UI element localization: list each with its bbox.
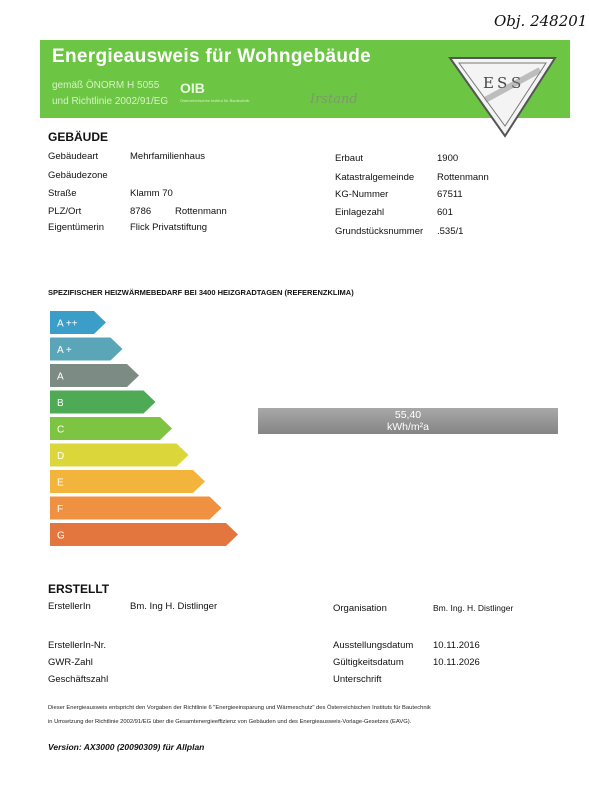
building-value: 601 <box>437 207 453 218</box>
created-label: ErstellerIn <box>48 601 91 612</box>
page-title: Energieausweis für Wohngebäude <box>52 46 372 67</box>
oib-logo: OIB <box>180 80 205 96</box>
building-value: Rottenmann <box>437 172 489 183</box>
energy-class-label: F <box>57 504 64 515</box>
building-label: PLZ/Ort <box>48 206 82 217</box>
building-label: Eigentümerin <box>48 222 104 233</box>
norm-label: gemäß ÖNORM H 5055 <box>52 80 160 91</box>
energy-class-bar <box>50 497 222 520</box>
building-label: KG-Nummer <box>335 189 389 200</box>
created-section-title: ERSTELLT <box>48 582 110 596</box>
building-label: Gebäudeart <box>48 151 99 162</box>
created-value: Bm. Ing. H. Distlinger <box>433 603 514 613</box>
energy-class-label: G <box>57 530 65 542</box>
created-label: Organisation <box>333 603 387 614</box>
directive-label: und Richtlinie 2002/91/EG <box>52 96 169 107</box>
building-label: Straße <box>48 188 77 199</box>
building-label: Gebäudezone <box>48 170 108 181</box>
energy-class-label: A + <box>57 345 72 356</box>
energy-class-bar <box>50 417 172 440</box>
header-signature: Irstand <box>310 92 358 107</box>
energy-class-label: B <box>57 398 64 409</box>
building-value: Flick Privatstiftung <box>130 222 208 233</box>
oib-note: Österreichisches Institut für Bautechnik <box>180 98 250 103</box>
handwritten-reference: Obj. 248201 <box>494 12 588 30</box>
energy-class-chart <box>48 310 248 550</box>
stamp-seal-icon <box>445 50 560 140</box>
building-label: Erbaut <box>335 153 363 164</box>
energy-class-label: E <box>57 477 64 489</box>
building-value-2: Rottenmann <box>175 206 227 217</box>
hwb-value: 55,40 <box>394 409 422 421</box>
energy-class-label: A <box>57 371 64 383</box>
building-label: Katastralgemeinde <box>335 172 415 183</box>
building-value: Klamm 70 <box>130 188 173 199</box>
footer-line-2: in Umsetzung der Richtlinie 2002/91/EG über die Gesamtenergieeffizienz von Gebäuden und des Energieausweis-Vorlage-Gesetzes (EAVG). <box>48 719 412 725</box>
building-value: 1900 <box>437 153 459 164</box>
svg-text:E: E <box>483 74 494 92</box>
building-value: 67511 <box>437 189 463 200</box>
created-label: Ausstellungsdatum <box>333 640 414 651</box>
created-label: ErstellerIn-Nr. <box>48 640 107 651</box>
energy-class-label: C <box>57 424 65 436</box>
energy-class-bar <box>50 391 156 414</box>
building-value: Mehrfamilienhaus <box>130 151 205 162</box>
building-label: Einlagezahl <box>335 207 385 218</box>
created-label: Unterschrift <box>333 674 382 685</box>
created-label: Geschäftszahl <box>48 674 109 685</box>
created-value: 10.11.2026 <box>433 657 480 668</box>
created-label: GWR-Zahl <box>48 657 93 668</box>
building-value: 8786 <box>130 206 152 217</box>
footer-line-1: Dieser Energieausweis entspricht den Vorgaben der Richtlinie 6 "Energieeinsparung und Wärmeschutz" des Österreichischen Instituts für Bautechnik <box>48 705 431 711</box>
created-value: Bm. Ing H. Distlinger <box>130 601 218 612</box>
created-value: 10.11.2016 <box>433 640 480 651</box>
energy-class-label: D <box>57 451 65 462</box>
svg-text:S: S <box>497 74 508 92</box>
hwb-unit: kWh/m²a <box>387 421 429 433</box>
hwb-value-bar <box>258 408 558 434</box>
created-label: Gültigkeitsdatum <box>333 657 404 668</box>
energy-class-label: A ++ <box>57 318 78 330</box>
building-value: .535/1 <box>437 226 464 237</box>
building-section-title: GEBÄUDE <box>48 130 109 144</box>
building-label: Grundstücksnummer <box>335 226 424 237</box>
hwb-heading: SPEZIFISCHER HEIZWÄRMEBEDARF BEI 3400 HEIZGRADTAGEN (REFERENZKLIMA) <box>48 288 354 297</box>
version-label: Version: AX3000 (20090309) für Allplan <box>48 742 205 752</box>
energy-class-bar <box>50 444 189 467</box>
energy-class-bar <box>50 470 205 493</box>
energy-class-bar <box>50 523 238 546</box>
